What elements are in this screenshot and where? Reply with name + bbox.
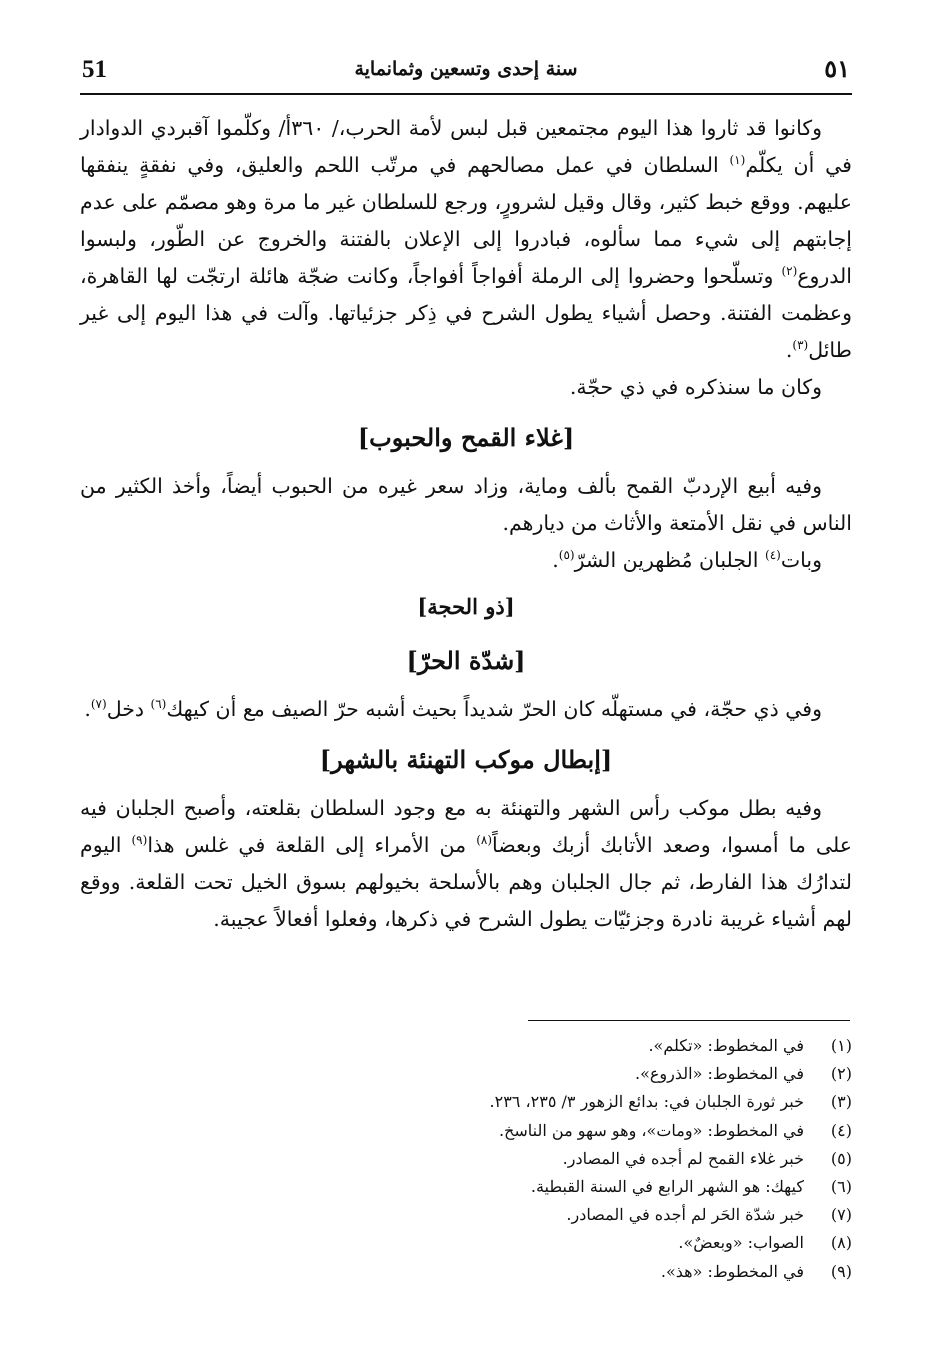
footnote-text: في المخطوط: «تكلم». — [648, 1036, 804, 1055]
footnote-text: خبر ثورة الجلبان في: بدائع الزهور ٣/ ٢٣٥، ٢٣٦. — [489, 1092, 804, 1112]
footnote-number: (٥) — [830, 1148, 852, 1168]
page-number-latin: 51 — [82, 56, 107, 83]
footnote-text: خبر شدّة الحَر لم أجده في المصادر. — [566, 1205, 804, 1225]
footnote-number: (١) — [830, 1036, 852, 1055]
paragraph-text: دخل — [106, 697, 151, 721]
paragraph-text: . — [785, 338, 793, 362]
paragraph-text: وفيه أبيع الإردبّ القمح بألف وماية، وزاد سعر غيره من الحبوب أيضاً، وأخذ الكثير من الناس في نقل الأمتعة والأثاث من ديارهم. — [80, 474, 852, 535]
footnote-text: الصواب: «وبعضٌ». — [678, 1233, 804, 1253]
footnote-number: (٣) — [830, 1092, 852, 1112]
footnote-marker: (١) — [729, 153, 746, 168]
footnote-number: (٢) — [830, 1064, 852, 1084]
section-heading-dhu-al-hijja: [ذو الحجة] — [417, 594, 515, 619]
footnote-text: خبر غلاء القمح لم أجده في المصادر. — [562, 1148, 804, 1168]
paragraph-text: وفي ذي حجّة، في مستهلّه كان الحرّ شديداً بحيث أشبه حرّ الصيف مع أن كيهك — [166, 697, 822, 721]
footnote-number: (٨) — [830, 1233, 852, 1253]
paragraph-text: وكان ما سنذكره في ذي حجّة. — [569, 375, 822, 399]
footnote-item — [80, 1088, 852, 1116]
footnote-text: في المخطوط: «الذروع». — [634, 1064, 804, 1084]
paragraph-text: السلطان في عمل مصالحهم في مرتّب اللحم والعليق، وفي نفقةٍ ينفقها عليهم. ووقع خبط كثير، وقال وقيل لشرورٍ، ورجع للسلطان غير ما مرة وهو مصمّم على عدم إجابتهم إلى شيء مما سألوه، فبادروا إلى الإعلان بالفتنة والخروج عن الطّور، ولبسوا الدروع — [80, 153, 852, 288]
paragraph-group-4 — [80, 790, 852, 938]
footnote-number: (٤) — [830, 1120, 852, 1140]
paragraph-text: من الأمراء إلى القلعة في غلس هذا — [147, 833, 477, 857]
footnote-number: (٩) — [830, 1261, 852, 1281]
footnote-marker: (٨) — [476, 833, 493, 848]
footnote-number: (٦) — [830, 1177, 852, 1197]
footnote-marker: (٤) — [765, 548, 781, 563]
paragraph-text: وبات — [780, 548, 822, 572]
paragraph-text: الجلبان مُظهرين الشرّ — [574, 548, 766, 572]
paragraph-text: . — [552, 548, 559, 572]
footnote-marker: (٣) — [792, 338, 809, 353]
footnote-item — [80, 1117, 852, 1145]
footnote-item — [80, 1258, 852, 1286]
paragraph-text: وكانوا قد ثاروا هذا اليوم مجتمعين قبل لبس لأمة الحرب،/ ٣٦٠أ/ وكلّموا آقبردي الدوادار في أن يكلّم — [80, 116, 852, 177]
page-number-arabic: ٥١ — [824, 54, 850, 83]
main-text — [80, 110, 852, 938]
paragraph — [80, 110, 852, 369]
footnote-text: في المخطوط: «هذ». — [660, 1261, 804, 1281]
footnote-item — [80, 1032, 852, 1060]
footnote-marker: (٢) — [781, 264, 798, 279]
section-heading-procession: [إبطال موكب التهنئة بالشهر] — [319, 745, 613, 774]
footnote-marker: (٧) — [90, 697, 107, 712]
footnote-marker: (٥) — [558, 548, 575, 563]
footnote-divider — [528, 1020, 850, 1021]
footnote-item — [80, 1201, 852, 1229]
paragraph — [80, 691, 852, 728]
section-heading-heat: [شدّة الحرّ] — [406, 646, 526, 675]
paragraph — [80, 369, 852, 406]
page-header — [80, 52, 852, 92]
footnote-marker: (٦) — [150, 697, 167, 712]
paragraph-text: وفيه بطل موكب رأس الشهر والتهنئة به مع وجود السلطان بقلعته، وأصبح الجلبان فيه على ما أمسوا، وصعد الأتابك أزبك وبعضاً — [80, 796, 852, 857]
section-heading-grain-prices: [غلاء القمح والحبوب] — [357, 423, 575, 452]
paragraph-text: . — [84, 697, 91, 721]
running-title: سنة إحدى وتسعين وثمانماية — [354, 58, 578, 80]
paragraph-text: اليوم لتدارُك هذا الفارط، ثم جال الجلبان وهم بالأسلحة بخيولهم بسوق الخيل تحت القلعة. ووقع لهم أشياء غريبة نادرة وجزئيّات يطول الشرح في ذكرها، وفعلوا أفعالاً عجيبة. — [80, 833, 852, 931]
footnote-text: في المخطوط: «ومات»، وهو سهو من الناسخ. — [498, 1120, 804, 1140]
footnotes — [80, 1032, 852, 1286]
paragraph — [80, 542, 852, 579]
header-divider — [80, 93, 852, 95]
footnote-text: كيهك: هو الشهر الرابع في السنة القبطية. — [530, 1177, 804, 1197]
paragraph — [80, 468, 852, 542]
footnote-item — [80, 1145, 852, 1173]
paragraph-group-3 — [80, 691, 852, 728]
paragraph-group-2 — [80, 468, 852, 579]
footnote-number: (٧) — [830, 1205, 852, 1225]
paragraph-text: وتسلّحوا وحضروا إلى الرملة أفواجاً أفواجاً، وكانت ضجّة هائلة ارتجّت لها القاهرة، وعظمت الفتنة. وحصل أشياء يطول الشرح في ذِكر جزئياتها. وآلت في هذا اليوم إلى غير طائل — [80, 264, 852, 362]
footnote-marker: (٩) — [131, 833, 148, 848]
paragraph-group-1 — [80, 110, 852, 406]
footnote-item — [80, 1229, 852, 1257]
footnote-item — [80, 1173, 852, 1201]
paragraph — [80, 790, 852, 938]
footnote-item — [80, 1060, 852, 1088]
